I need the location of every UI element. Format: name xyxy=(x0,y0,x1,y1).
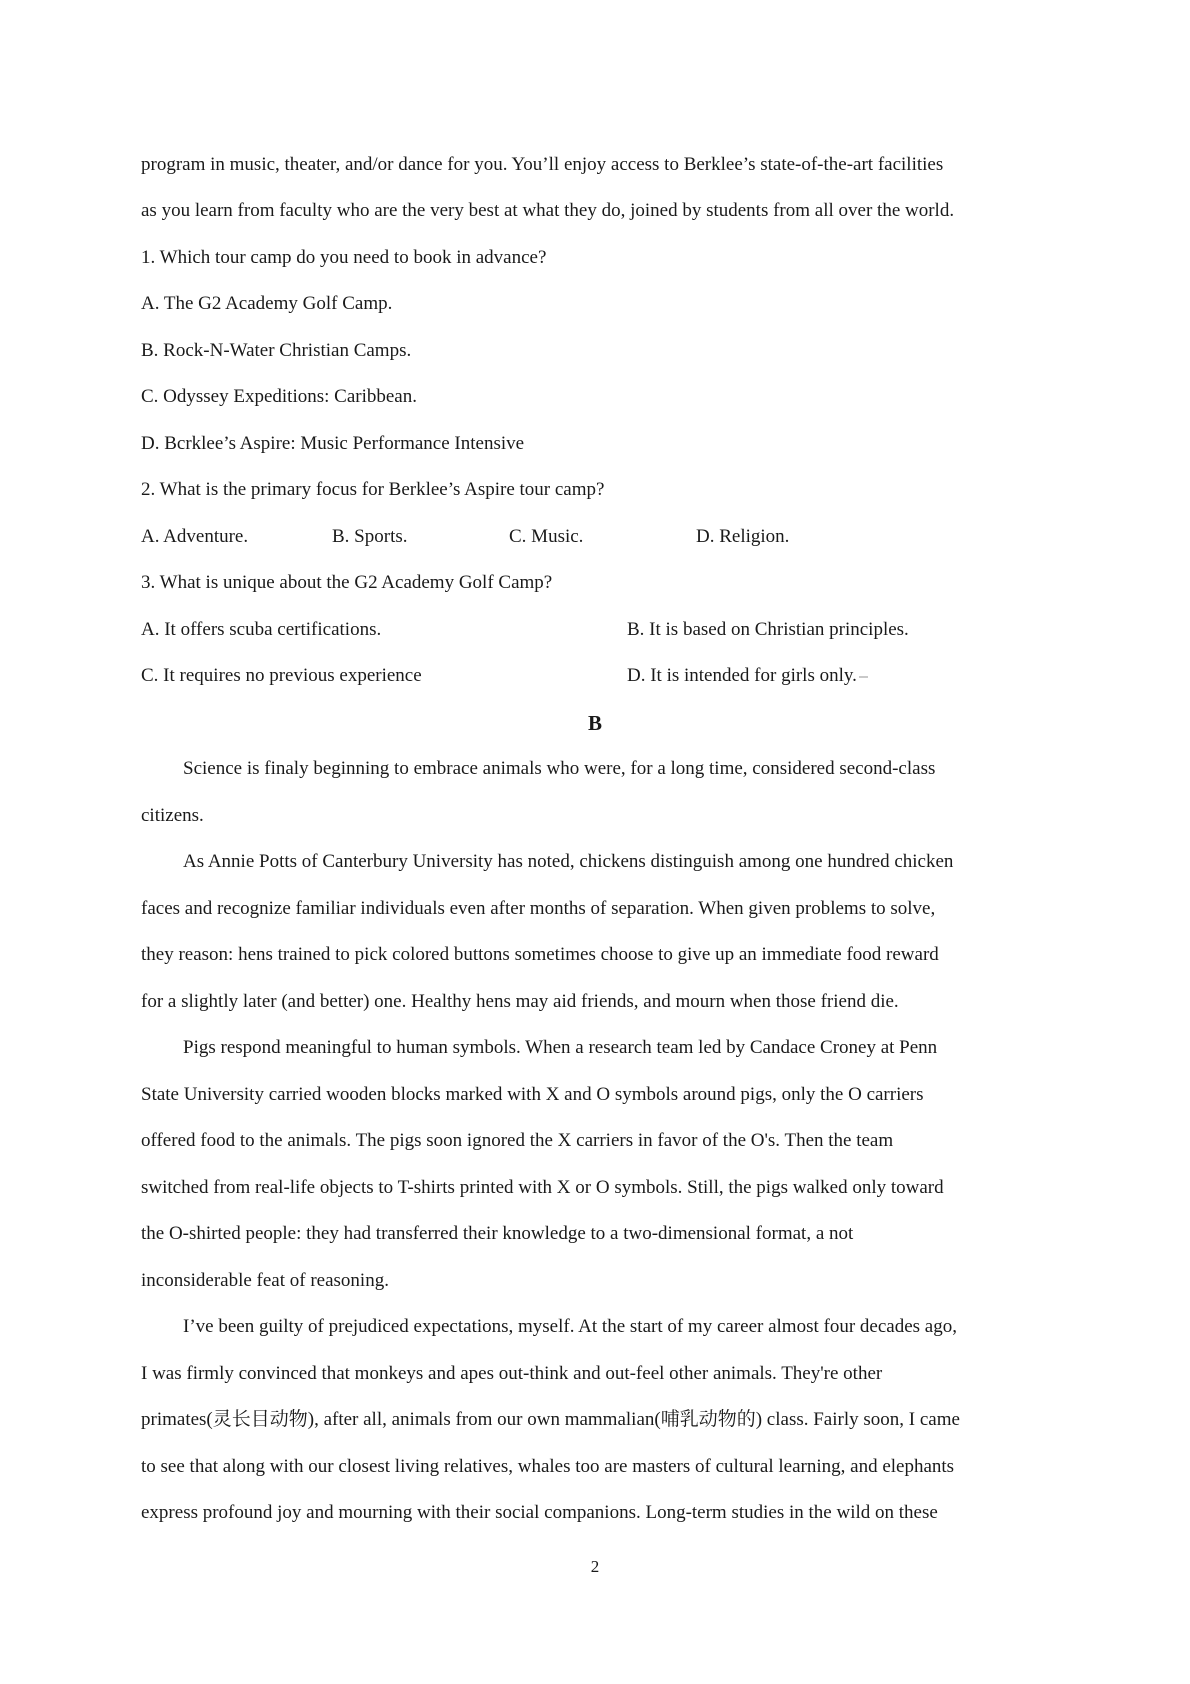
passage-line: As Annie Potts of Canterbury University has noted, chickens distinguish among one hundred chicken xyxy=(183,851,954,872)
question-option: D. Bcrklee’s Aspire: Music Performance Intensive xyxy=(141,433,525,454)
question-option: C. Odyssey Expeditions: Caribbean. xyxy=(141,386,417,407)
passage-line: Science is finaly beginning to embrace animals who were, for a long time, considered second-class xyxy=(183,758,936,779)
passage-line: offered food to the animals. The pigs soon ignored the X carriers in favor of the O's. Then the team xyxy=(141,1130,894,1151)
scan-speck xyxy=(859,676,868,678)
question-stem: 2. What is the primary focus for Berklee’s Aspire tour camp? xyxy=(141,479,605,500)
question-option: D. It is intended for girls only. xyxy=(627,665,857,686)
passage-line: I’ve been guilty of prejudiced expectations, myself. At the start of my career almost four decades ago, xyxy=(183,1316,957,1337)
question-option: A. Adventure. xyxy=(141,526,249,547)
passage-line: inconsiderable feat of reasoning. xyxy=(141,1270,389,1291)
question-stem: 1. Which tour camp do you need to book in advance? xyxy=(141,247,547,268)
question-option: B. It is based on Christian principles. xyxy=(627,619,909,640)
question-option-row xyxy=(627,664,868,688)
passage-line: express profound joy and mourning with their social companions. Long-term studies in the wild on these xyxy=(141,1502,938,1523)
question-option: D. Religion. xyxy=(696,526,790,547)
intro-line: as you learn from faculty who are the very best at what they do, joined by students from all over the world. xyxy=(141,200,955,221)
section-heading: B xyxy=(587,711,602,735)
question-stem: 3. What is unique about the G2 Academy Golf Camp? xyxy=(141,572,553,593)
passage-line: primates(灵长目动物), after all, animals from our own mammalian(哺乳动物的) class. Fairly soon, I came xyxy=(141,1409,960,1430)
page-number: 2 xyxy=(590,1557,600,1576)
question-option: C. It requires no previous experience xyxy=(141,665,422,686)
question-option: B. Sports. xyxy=(332,526,408,547)
passage-line: I was firmly convinced that monkeys and apes out-think and out-feel other animals. They're other xyxy=(141,1363,883,1384)
passage-line: they reason: hens trained to pick colored buttons sometimes choose to give up an immediate food reward xyxy=(141,944,939,965)
passage-line: faces and recognize familiar individuals even after months of separation. When given problems to solve, xyxy=(141,898,936,919)
question-option: C. Music. xyxy=(509,526,584,547)
passage-line: State University carried wooden blocks marked with X and O symbols around pigs, only the O carriers xyxy=(141,1084,924,1105)
passage-line: the O-shirted people: they had transferred their knowledge to a two-dimensional format, a not xyxy=(141,1223,854,1244)
question-option: B. Rock-N-Water Christian Camps. xyxy=(141,340,412,361)
question-option: A. It offers scuba certifications. xyxy=(141,619,382,640)
passage-line: Pigs respond meaningful to human symbols. When a research team led by Candace Croney at Penn xyxy=(183,1037,938,1058)
passage-line: for a slightly later (and better) one. Healthy hens may aid friends, and mourn when those friend die. xyxy=(141,991,899,1012)
passage-line: to see that along with our closest living relatives, whales too are masters of cultural learning, and elephants xyxy=(141,1456,955,1477)
question-option: A. The G2 Academy Golf Camp. xyxy=(141,293,393,314)
passage-line: citizens. xyxy=(141,805,204,826)
passage-line: switched from real-life objects to T-shirts printed with X or O symbols. Still, the pigs walked only toward xyxy=(141,1177,944,1198)
intro-line: program in music, theater, and/or dance for you. You’ll enjoy access to Berklee’s state-of-the-art facilities xyxy=(141,154,944,175)
